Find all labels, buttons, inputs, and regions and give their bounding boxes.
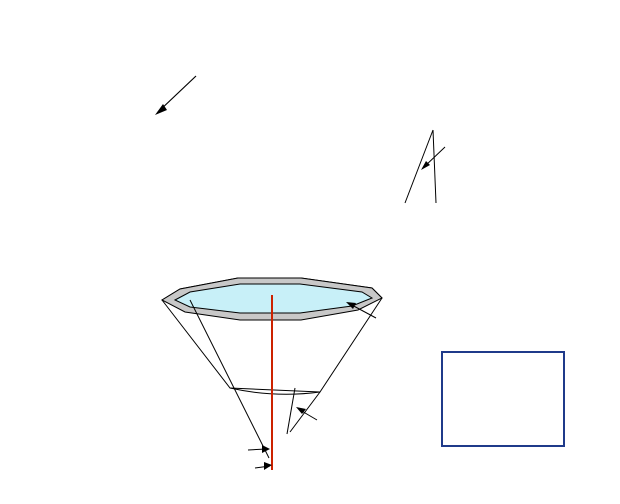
cone-figure	[162, 278, 382, 470]
cylinder-radius-1	[405, 130, 433, 203]
formula-spacer	[449, 356, 563, 368]
cylinder-figure	[405, 130, 445, 203]
cylinder-radius-2	[433, 130, 436, 203]
axis-label-arrowhead	[264, 462, 272, 470]
formula-box	[441, 351, 565, 447]
disk-figure	[155, 76, 196, 115]
cone-extension-right	[290, 392, 320, 432]
